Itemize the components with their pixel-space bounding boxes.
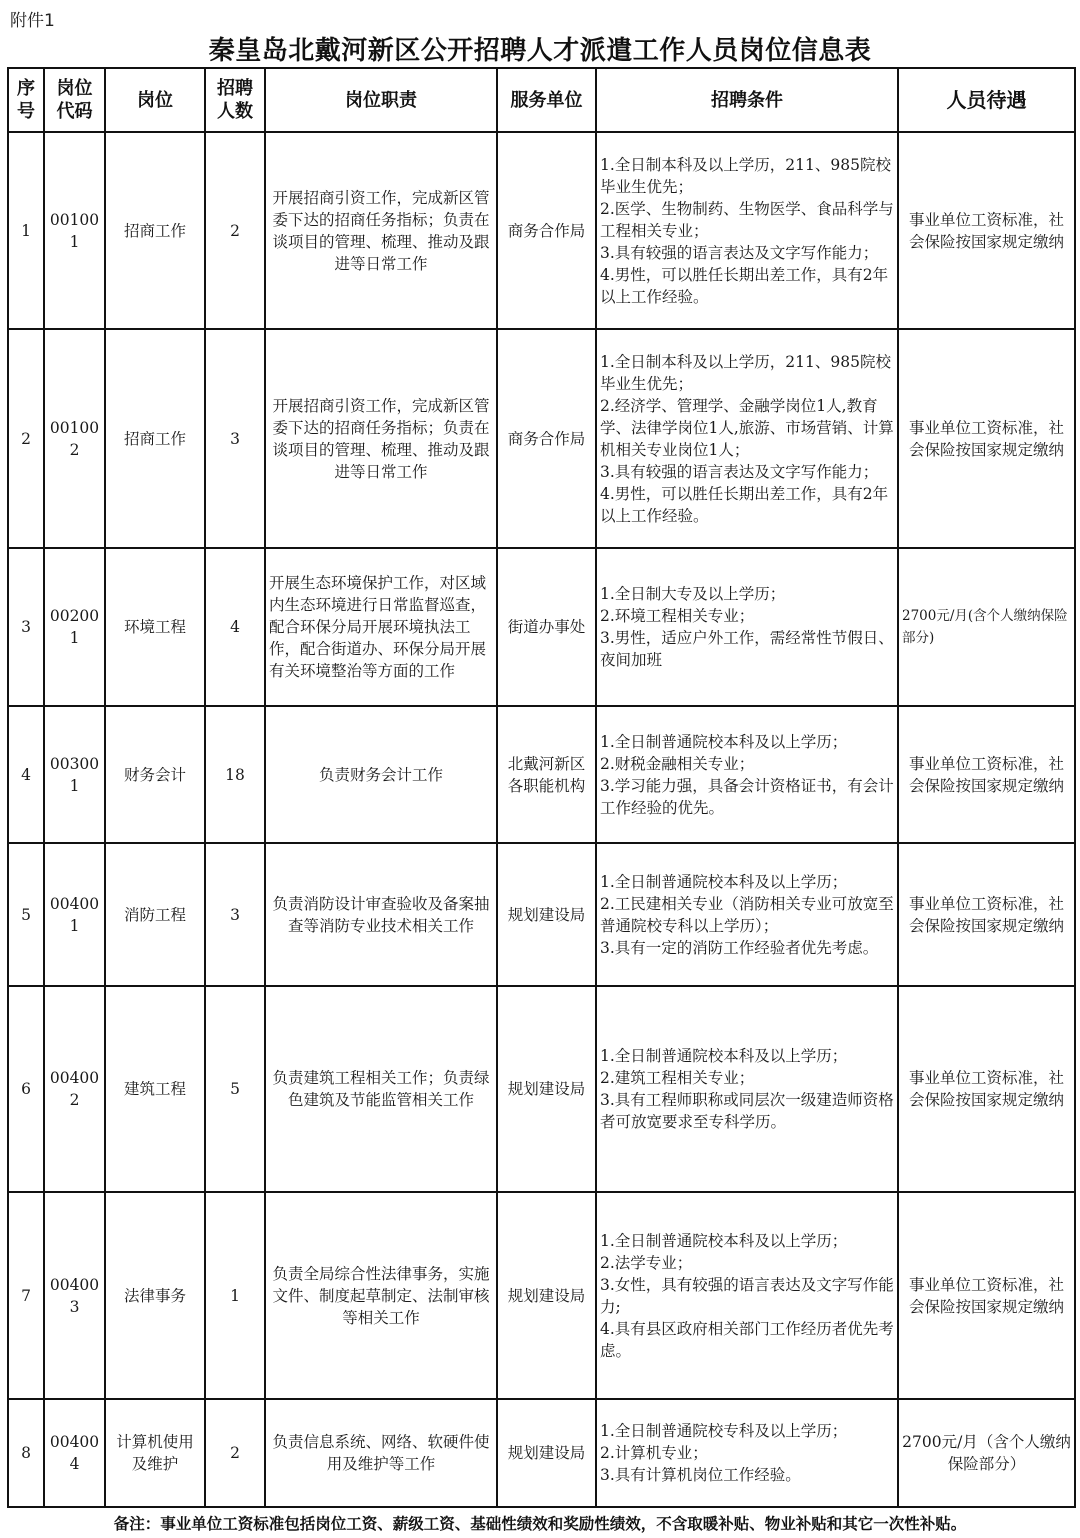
cell-code: 004003 <box>44 1192 105 1399</box>
requirement-item: 2.财税金融相关专业； <box>600 754 755 773</box>
cell-requirements <box>596 843 898 986</box>
requirement-item: 3.女性，具有较强的语言表达及文字写作能力; <box>600 1275 894 1316</box>
header-count: 招聘人数 <box>205 68 265 132</box>
requirement-item: 3.男性，适应户外工作，需经常性节假日、夜间加班 <box>600 629 894 669</box>
requirement-item: 3.学习能力强，具备会计资格证书，有会计工作经验的优先。 <box>600 776 894 817</box>
cell-count: 5 <box>205 986 265 1192</box>
cell-count: 3 <box>205 329 265 548</box>
cell-seq: 1 <box>8 132 44 329</box>
requirement-item: 1.全日制普通院校本科及以上学历； <box>600 1047 848 1065</box>
cell-seq: 7 <box>8 1192 44 1399</box>
cell-code: 002001 <box>44 548 105 706</box>
cell-requirements <box>596 132 898 329</box>
table-row <box>8 986 1075 1192</box>
cell-duties: 负责信息系统、网络、软硬件使用及维护等工作 <box>265 1399 497 1507</box>
table-row <box>8 132 1075 329</box>
cell-requirements <box>596 706 898 843</box>
cell-count: 2 <box>205 1399 265 1507</box>
cell-benefits: 事业单位工资标准，社会保险按国家规定缴纳 <box>898 986 1075 1192</box>
cell-duties: 负责全局综合性法律事务，实施文件、制度起草制定、法制审核等相关工作 <box>265 1192 497 1399</box>
cell-position: 财务会计 <box>105 706 205 843</box>
header-duties: 岗位职责 <box>265 68 497 132</box>
cell-count: 3 <box>205 843 265 986</box>
cell-unit: 街道办事处 <box>497 548 596 706</box>
cell-unit: 规划建设局 <box>497 986 596 1192</box>
table-row <box>8 329 1075 548</box>
requirement-item: 2.建筑工程相关专业； <box>600 1069 755 1087</box>
cell-duties: 负责建筑工程相关工作；负责绿色建筑及节能监管相关工作 <box>265 986 497 1192</box>
header-seq: 序号 <box>8 68 44 132</box>
requirement-item: 2.法学专业； <box>600 1253 693 1272</box>
requirement-item: 1.全日制本科及以上学历，211、985院校毕业生优先； <box>600 155 891 196</box>
cell-code: 004001 <box>44 843 105 986</box>
cell-seq: 2 <box>8 329 44 548</box>
cell-seq: 4 <box>8 706 44 843</box>
requirement-item: 1.全日制普通院校本科及以上学历； <box>600 1231 848 1250</box>
cell-requirements <box>596 329 898 548</box>
requirement-item: 4.男性，可以胜任长期出差工作，具有2年以上工作经验。 <box>600 484 889 525</box>
cell-duties: 开展生态环境保护工作，对区域内生态环境进行日常监督巡查，配合环保分局开展环境执法工作，配合街道办、环保分局开展有关环境整治等方面的工作 <box>265 548 497 706</box>
requirement-item: 3.具有工程师职称或同层次一级建造师资格者可放宽要求至专科学历。 <box>600 1091 894 1131</box>
cell-unit: 规划建设局 <box>497 1399 596 1507</box>
table-row <box>8 1192 1075 1399</box>
cell-benefits: 2700元/月（含个人缴纳保险部分） <box>898 1399 1075 1507</box>
header-benefits: 人员待遇 <box>898 68 1075 132</box>
cell-unit: 商务合作局 <box>497 329 596 548</box>
cell-requirements <box>596 1192 898 1399</box>
cell-count: 1 <box>205 1192 265 1399</box>
cell-duties: 开展招商引资工作，完成新区管委下达的招商任务指标；负责在谈项目的管理、梳理、推动及跟进等日常工作 <box>265 132 497 329</box>
cell-count: 18 <box>205 706 265 843</box>
cell-code: 001002 <box>44 329 105 548</box>
table-row <box>8 706 1075 843</box>
cell-requirements <box>596 986 898 1192</box>
cell-benefits: 事业单位工资标准，社会保险按国家规定缴纳 <box>898 1192 1075 1399</box>
cell-duties: 负责财务会计工作 <box>265 706 497 843</box>
cell-benefits: 事业单位工资标准，社会保险按国家规定缴纳 <box>898 706 1075 843</box>
requirement-item: 2.环境工程相关专业； <box>600 607 755 625</box>
requirement-item: 3.具有较强的语言表达及文字写作能力； <box>600 462 879 481</box>
header-requirements: 招聘条件 <box>596 68 898 132</box>
footnote: 备注：事业单位工资标准包括岗位工资、薪级工资、基础性绩效和奖励性绩效，不含取暖补贴、物业补贴和其它一次性补贴。 <box>113 1515 967 1533</box>
cell-count: 2 <box>205 132 265 329</box>
cell-benefits: 事业单位工资标准，社会保险按国家规定缴纳 <box>898 329 1075 548</box>
requirement-item: 4.具有县区政府相关部门工作经历者优先考虑。 <box>600 1319 894 1360</box>
cell-benefits: 事业单位工资标准，社会保险按国家规定缴纳 <box>898 843 1075 986</box>
table-header-row <box>8 68 1075 132</box>
cell-position: 法律事务 <box>105 1192 205 1399</box>
table-row <box>8 843 1075 986</box>
cell-position: 招商工作 <box>105 132 205 329</box>
cell-requirements <box>596 1399 898 1507</box>
cell-position: 计算机使用及维护 <box>105 1399 205 1507</box>
requirement-item: 3.具有一定的消防工作经验者优先考虑。 <box>600 938 879 957</box>
table-row <box>8 1399 1075 1507</box>
header-position: 岗位 <box>105 68 205 132</box>
requirement-item: 3.具有较强的语言表达及文字写作能力； <box>600 243 879 262</box>
document-title: 秦皇岛北戴河新区公开招聘人才派遣工作人员岗位信息表 <box>208 36 872 66</box>
cell-requirements <box>596 548 898 706</box>
requirement-item: 1.全日制大专及以上学历； <box>600 585 786 603</box>
cell-duties: 负责消防设计审查验收及备案抽查等消防专业技术相关工作 <box>265 843 497 986</box>
attachment-label: 附件1 <box>10 11 55 31</box>
cell-seq: 6 <box>8 986 44 1192</box>
cell-seq: 8 <box>8 1399 44 1507</box>
table-row <box>8 548 1075 706</box>
cell-code: 001001 <box>44 132 105 329</box>
cell-unit: 北戴河新区各职能机构 <box>497 706 596 843</box>
requirement-item: 1.全日制普通院校本科及以上学历； <box>600 732 848 751</box>
job-positions-table <box>7 67 1076 1508</box>
requirement-item: 1.全日制普通院校本科及以上学历； <box>600 872 848 891</box>
requirement-item: 2.医学、生物制药、生物医学、食品科学与工程相关专业； <box>600 199 894 240</box>
cell-unit: 商务合作局 <box>497 132 596 329</box>
cell-position: 环境工程 <box>105 548 205 706</box>
cell-benefits: 2700元/月(含个人缴纳保险部分) <box>898 548 1075 706</box>
cell-seq: 3 <box>8 548 44 706</box>
requirement-item: 2.工民建相关专业（消防相关专业可放宽至普通院校专科以上学历）； <box>600 894 894 935</box>
header-code: 岗位代码 <box>44 68 105 132</box>
requirement-item: 2.经济学、管理学、金融学岗位1人,教育学、法律学岗位1人,旅游、市场营销、计算机相关专业岗位1人； <box>600 396 894 459</box>
requirement-item: 3.具有计算机岗位工作经验。 <box>600 1466 801 1484</box>
cell-count: 4 <box>205 548 265 706</box>
cell-position: 招商工作 <box>105 329 205 548</box>
requirement-item: 2.计算机专业； <box>600 1444 708 1462</box>
cell-position: 消防工程 <box>105 843 205 986</box>
cell-duties: 开展招商引资工作，完成新区管委下达的招商任务指标；负责在谈项目的管理、梳理、推动及跟进等日常工作 <box>265 329 497 548</box>
requirement-item: 1.全日制普通院校专科及以上学历； <box>600 1422 848 1440</box>
cell-seq: 5 <box>8 843 44 986</box>
cell-position: 建筑工程 <box>105 986 205 1192</box>
cell-code: 004002 <box>44 986 105 1192</box>
requirement-item: 1.全日制本科及以上学历，211、985院校毕业生优先； <box>600 352 891 393</box>
cell-unit: 规划建设局 <box>497 1192 596 1399</box>
cell-benefits: 事业单位工资标准，社会保险按国家规定缴纳 <box>898 132 1075 329</box>
header-unit: 服务单位 <box>497 68 596 132</box>
cell-code: 003001 <box>44 706 105 843</box>
cell-code: 004004 <box>44 1399 105 1507</box>
cell-unit: 规划建设局 <box>497 843 596 986</box>
requirement-item: 4.男性，可以胜任长期出差工作，具有2年以上工作经验。 <box>600 265 889 306</box>
